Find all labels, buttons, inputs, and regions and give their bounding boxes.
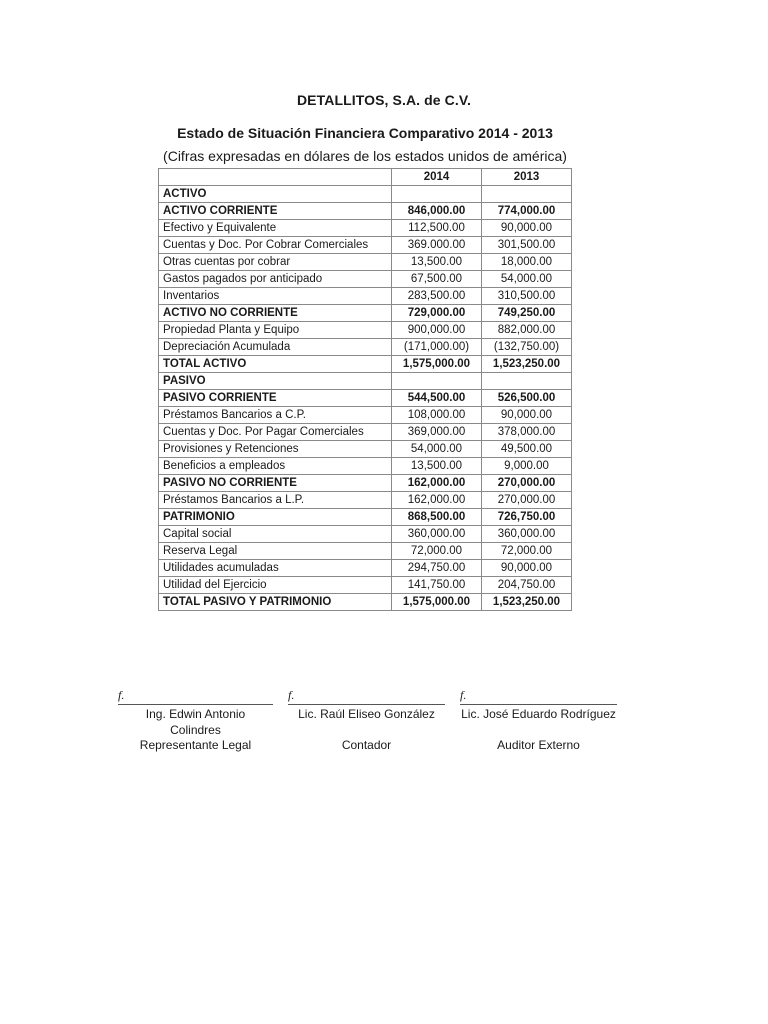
table-row [159,526,572,543]
value-2014: 283,500.00 [392,288,482,305]
value-2013: 270,000.00 [482,475,572,492]
signature-line [118,704,273,705]
row-label: PASIVO NO CORRIENTE [159,475,392,492]
table-row [159,475,572,492]
signature-prefix: f. [288,688,295,702]
row-label: Reserva Legal [159,543,392,560]
row-label: Préstamos Bancarios a C.P. [159,407,392,424]
value-2014: 369.000.00 [392,237,482,254]
row-label: Efectivo y Equivalente [159,220,392,237]
column-header-2013: 2013 [482,169,572,186]
row-label: Utilidades acumuladas [159,560,392,577]
balance-sheet-table [158,168,572,611]
table-row [159,373,572,390]
value-2014: 544,500.00 [392,390,482,407]
table-row [159,458,572,475]
value-2013: 90,000.00 [482,220,572,237]
value-2013: 54,000.00 [482,271,572,288]
table-row [159,424,572,441]
value-2013: 90,000.00 [482,560,572,577]
table-row [159,271,572,288]
value-2013: 1,523,250.00 [482,356,572,373]
value-2013: 1,523,250.00 [482,594,572,611]
table-row [159,509,572,526]
value-2014: 67,500.00 [392,271,482,288]
table-row [159,339,572,356]
value-2013 [482,373,572,390]
signer-name-line1: Lic. José Eduardo Rodríguez [461,707,616,721]
value-2014: 846,000.00 [392,203,482,220]
table-row [159,186,572,203]
signature-prefix: f. [460,688,467,702]
value-2013: 749,250.00 [482,305,572,322]
signer-role: Representante Legal [139,738,252,752]
value-2014: 1,575,000.00 [392,356,482,373]
value-2014: 141,750.00 [392,577,482,594]
row-label: ACTIVO NO CORRIENTE [159,305,392,322]
report-subtitle: (Cifras expresadas en dólares de los estados unidos de américa) [163,148,567,164]
row-label: Propiedad Planta y Equipo [159,322,392,339]
value-2014: 13,500.00 [392,458,482,475]
table-row [159,390,572,407]
table-row [159,543,572,560]
table-row [159,356,572,373]
signer-name-line1: Lic. Raúl Eliseo González [298,707,435,721]
signature-line [288,704,445,705]
column-header-2014: 2014 [392,169,482,186]
signer-role: Auditor Externo [497,738,580,752]
row-label: PASIVO [159,373,392,390]
value-2013: 90,000.00 [482,407,572,424]
row-label: Depreciación Acumulada [159,339,392,356]
value-2013: 301,500.00 [482,237,572,254]
report-title: Estado de Situación Financiera Comparativo 2014 - 2013 [177,125,553,141]
row-label: Inventarios [159,288,392,305]
value-2013: 18,000.00 [482,254,572,271]
value-2014: 294,750.00 [392,560,482,577]
row-label: ACTIVO CORRIENTE [159,203,392,220]
table-row [159,322,572,339]
value-2014: 900,000.00 [392,322,482,339]
row-label: ACTIVO [159,186,392,203]
value-2013: 9,000.00 [482,458,572,475]
value-2013: 378,000.00 [482,424,572,441]
table-row [159,254,572,271]
signer-role: Contador [341,738,392,752]
value-2014: 162,000.00 [392,475,482,492]
table-row [159,594,572,611]
value-2014: 72,000.00 [392,543,482,560]
company-name: DETALLITOS, S.A. de C.V. [296,92,472,108]
value-2013 [482,186,572,203]
value-2013: 270,000.00 [482,492,572,509]
value-2013: 49,500.00 [482,441,572,458]
table-row [159,441,572,458]
row-label: Cuentas y Doc. Por Cobrar Comerciales [159,237,392,254]
value-2014: 162,000.00 [392,492,482,509]
value-2014: 13,500.00 [392,254,482,271]
row-label: TOTAL ACTIVO [159,356,392,373]
row-label: Cuentas y Doc. Por Pagar Comerciales [159,424,392,441]
column-header-label [159,169,392,186]
signer-name-line1: Ing. Edwin Antonio [145,707,246,721]
value-2014: 369,000.00 [392,424,482,441]
row-label: PASIVO CORRIENTE [159,390,392,407]
row-label: Gastos pagados por anticipado [159,271,392,288]
row-label: Utilidad del Ejercicio [159,577,392,594]
value-2013: 72,000.00 [482,543,572,560]
table-row [159,577,572,594]
value-2013: 310,500.00 [482,288,572,305]
table-header-row [159,169,572,186]
table-row [159,492,572,509]
row-label: Capital social [159,526,392,543]
value-2014 [392,186,482,203]
value-2014: 729,000.00 [392,305,482,322]
value-2013: 360,000.00 [482,526,572,543]
table-row [159,407,572,424]
value-2014: 360,000.00 [392,526,482,543]
value-2013: (132,750.00) [482,339,572,356]
value-2013: 204,750.00 [482,577,572,594]
signature-line [460,704,617,705]
row-label: Préstamos Bancarios a L.P. [159,492,392,509]
value-2014: 868,500.00 [392,509,482,526]
signature-prefix: f. [118,688,125,702]
value-2014: (171,000.00) [392,339,482,356]
row-label: Otras cuentas por cobrar [159,254,392,271]
table-row [159,288,572,305]
row-label: Beneficios a empleados [159,458,392,475]
signer-name-line2: Colindres [170,723,221,737]
value-2014: 54,000.00 [392,441,482,458]
row-label: PATRIMONIO [159,509,392,526]
value-2013: 882,000.00 [482,322,572,339]
row-label: TOTAL PASIVO Y PATRIMONIO [159,594,392,611]
value-2014: 112,500.00 [392,220,482,237]
value-2014 [392,373,482,390]
value-2013: 774,000.00 [482,203,572,220]
value-2014: 1,575,000.00 [392,594,482,611]
value-2013: 726,750.00 [482,509,572,526]
row-label: Provisiones y Retenciones [159,441,392,458]
table-row [159,203,572,220]
table-row [159,560,572,577]
value-2014: 108,000.00 [392,407,482,424]
table-row [159,237,572,254]
table-row [159,220,572,237]
value-2013: 526,500.00 [482,390,572,407]
table-row [159,305,572,322]
